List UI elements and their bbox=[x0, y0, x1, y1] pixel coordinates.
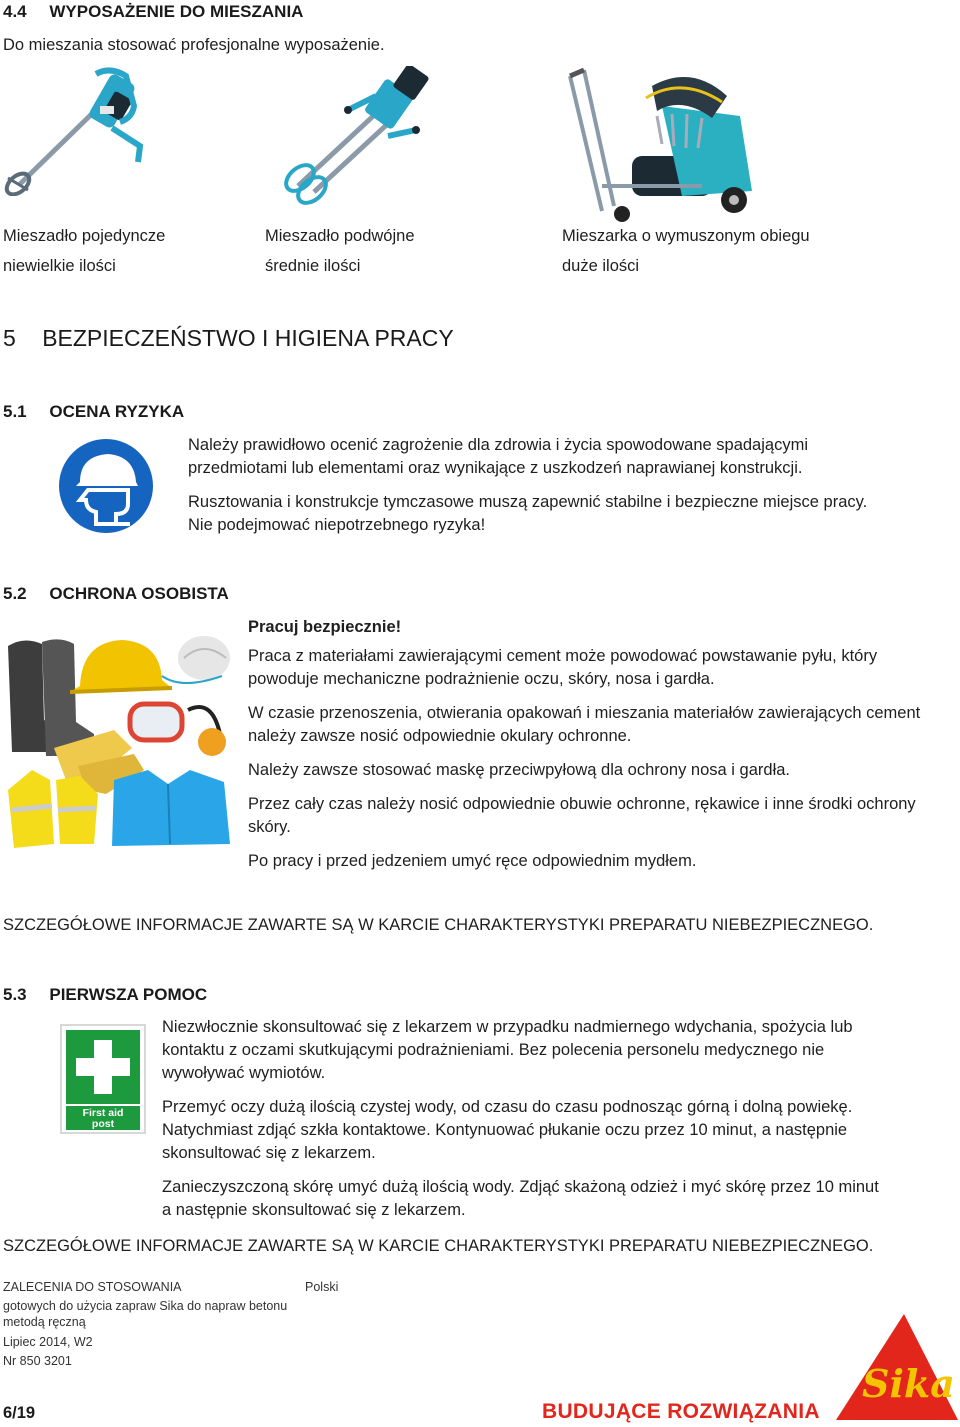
forced-mixer-icon bbox=[562, 66, 757, 222]
section-number: 5.1 bbox=[3, 402, 27, 421]
footer-subtitle: gotowych do użycia zapraw Sika do napraw betonu metodą ręczną bbox=[3, 1299, 288, 1329]
tool-name: Mieszadło pojedyncze bbox=[3, 227, 166, 245]
section-title: OCHRONA OSOBISTA bbox=[49, 584, 229, 603]
sign-background bbox=[66, 1030, 140, 1104]
chapter-title: BEZPIECZEŃSTWO I HIGIENA PRACY bbox=[42, 325, 454, 351]
section-number: 5.3 bbox=[3, 985, 27, 1004]
risk-assessment-text bbox=[188, 434, 878, 537]
paragraph: W czasie przenoszenia, otwierania opakowań i mieszania materiałów zawierających cement należy zawsze nosić odpowiednie okulary ochronne. bbox=[248, 704, 921, 745]
paragraph: Przez cały czas należy nosić odpowiednie obuwie ochronne, rękawice i inne środki ochrony skóry. bbox=[248, 795, 916, 836]
section-number: 4.4 bbox=[3, 2, 27, 21]
chapter-5-heading bbox=[3, 325, 454, 352]
section-number: 5.2 bbox=[3, 584, 27, 603]
single-mixer-icon bbox=[0, 66, 150, 196]
lead-text: Pracuj bezpiecznie! bbox=[248, 618, 402, 636]
paragraph: Rusztowania i konstrukcje tymczasowe muszą zapewnić stabilne i bezpieczne miejsce pracy. Nie podejmować niepotrzebnego ryzyka! bbox=[188, 493, 868, 534]
cross-horizontal bbox=[76, 1058, 130, 1076]
paragraph: Należy zawsze stosować maskę przeciwpyłową dla ochrony nosa i gardła. bbox=[248, 761, 790, 779]
safety-data-note: SZCZEGÓŁOWE INFORMACJE ZAWARTE SĄ W KARCIE CHARAKTERYSTYKI PREPARATU NIEBEZPIECZNEGO. bbox=[3, 916, 874, 934]
footer-doc-number: Nr 850 3201 bbox=[3, 1354, 72, 1368]
section-title: PIERWSZA POMOC bbox=[49, 985, 208, 1004]
page-number: 6/19 bbox=[3, 1404, 36, 1422]
tool-amount: średnie ilości bbox=[265, 257, 361, 275]
tool-name: Mieszarka o wymuszonym obiegu bbox=[562, 227, 810, 245]
paragraph: Należy prawidłowo ocenić zagrożenie dla zdrowia i życia spowodowane spadającymi przedmiotami lub elementami oraz wynikające z uszkodzeń naprawianej konstrukcji. bbox=[188, 436, 808, 477]
hard-hat-sign-icon bbox=[58, 438, 154, 534]
section-5-2-heading bbox=[3, 584, 229, 604]
footer-language: Polski bbox=[305, 1280, 339, 1294]
paragraph: Przemyć oczy dużą ilością czystej wody, od czasu do czasu podnosząc górną i dolną powiekę. Natychmiast zdjąć szkła kontaktowe. Kontynuować płukanie oczu przez 10 minut, a następnie skonsultować się z lekarzem. bbox=[162, 1098, 853, 1162]
footer-doc-title: ZALECENIA DO STOSOWANIA bbox=[3, 1280, 182, 1294]
footer-date: Lipiec 2014, W2 bbox=[3, 1335, 93, 1349]
first-aid-sign-icon bbox=[60, 1024, 146, 1134]
double-mixer-icon bbox=[276, 66, 436, 206]
section-title: WYPOSAŻENIE DO MIESZANIA bbox=[49, 2, 304, 21]
paragraph: Niezwłocznie skonsultować się z lekarzem w przypadku nadmiernego wdychania, spożycia lub kontaktu z oczami skutkującymi podrażnieniami. Bez polecenia personelu medycznego nie wywoływać wymiotów. bbox=[162, 1018, 853, 1082]
footer-slogan: BUDUJĄCE ROZWIĄZANIA bbox=[542, 1400, 820, 1423]
sign-label-line: First aid bbox=[82, 1107, 124, 1119]
chapter-number: 5 bbox=[3, 325, 16, 351]
mixing-intro: Do mieszania stosować profesjonalne wyposażenie. bbox=[3, 36, 385, 54]
tool-name: Mieszadło podwójne bbox=[265, 227, 415, 245]
tool-amount: duże ilości bbox=[562, 257, 640, 275]
section-title: OCENA RYZYKA bbox=[49, 402, 185, 421]
sign-label-line: post bbox=[91, 1117, 115, 1130]
paragraph: Praca z materiałami zawierającymi cement może powodować powstawanie pyłu, który powoduje mechaniczne podrażnienie oczu, skóry, nosa i gardła. bbox=[248, 647, 878, 688]
sika-logo bbox=[834, 1312, 960, 1422]
first-aid-text bbox=[162, 1016, 887, 1222]
personal-protection-text bbox=[248, 616, 948, 873]
protective-equipment-icon bbox=[2, 630, 234, 854]
paragraph: Po pracy i przed jedzeniem umyć ręce odpowiednim mydłem. bbox=[248, 852, 697, 870]
section-5-3-heading bbox=[3, 985, 207, 1005]
sika-logo-text: Sika bbox=[862, 1361, 955, 1406]
tool-amount: niewielkie ilości bbox=[3, 257, 116, 275]
section-5-1-heading bbox=[3, 402, 184, 422]
paragraph: Zanieczyszczoną skórę umyć dużą ilością wody. Zdjąć skażoną odzież i myć skórę przez 10 minut a następnie skonsultować się z lekarzem. bbox=[162, 1178, 879, 1219]
safety-data-note: SZCZEGÓŁOWE INFORMACJE ZAWARTE SĄ W KARCIE CHARAKTERYSTYKI PREPARATU NIEBEZPIECZNEGO. bbox=[3, 1237, 874, 1255]
sign-label bbox=[66, 1106, 140, 1130]
section-4-4-heading bbox=[3, 2, 303, 22]
